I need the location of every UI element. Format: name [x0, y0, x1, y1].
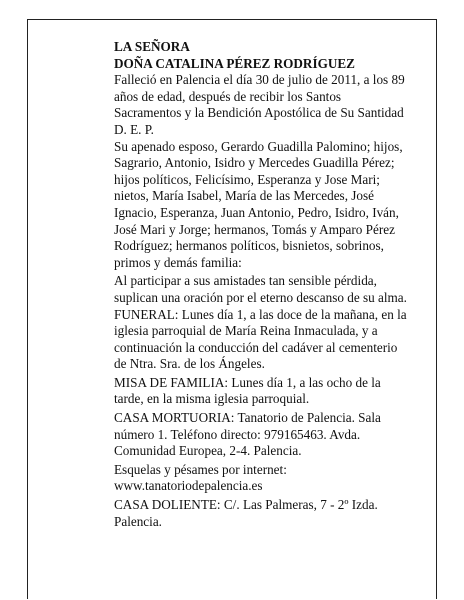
mourning-home	[114, 497, 424, 530]
text-line: tarde, en la misma iglesia parroquial.	[114, 391, 310, 407]
mortuary-details	[114, 410, 424, 460]
text-line: MISA DE FAMILIA: Lunes día 1, a las ocho de la	[114, 374, 381, 390]
text-line: Palencia.	[114, 513, 162, 529]
text-line: de Ntra. Sra. de los Ángeles.	[114, 356, 265, 372]
text-line: hijos políticos, Felicísimo, Esperanza y Jose Mari;	[114, 171, 380, 187]
death-announcement	[114, 72, 424, 138]
text-line: Ignacio, Esperanza, Juan Antonio, Pedro, Isidro, Iván,	[114, 204, 399, 220]
text-line: años de edad, después de recibir los Santos	[114, 88, 342, 104]
text-line: número 1. Teléfono directo: 979165463. Avda.	[114, 426, 361, 442]
text-line: nietos, María Isabel, María de las Mercedes, José	[114, 188, 374, 204]
text-line: Esquelas y pésames por internet:	[114, 461, 287, 477]
obituary-notice	[114, 39, 424, 530]
text-line: CASA MORTUORIA: Tanatorio de Palencia. Sala	[114, 410, 381, 426]
text-line: CASA DOLIENTE: C/. Las Palmeras, 7 - 2º Izda.	[114, 497, 378, 513]
text-line: Sacramentos y la Bendición Apostólica de Su Santidad	[114, 105, 404, 121]
notice-heading: LA SEÑORA	[114, 39, 190, 54]
text-line: José Mari y Jorge; hermanos, Tomás y Amparo Pérez	[114, 221, 395, 237]
funeral-details	[114, 307, 424, 373]
internet-condolences	[114, 462, 424, 495]
text-line: continuación la conducción del cadáver al cementerio	[114, 339, 398, 355]
website-link[interactable]: www.tanatoriodepalencia.es	[114, 478, 263, 494]
text-line: primos y demás familia:	[114, 254, 242, 270]
text-line: Falleció en Palencia el día 30 de julio de 2011, a los 89	[114, 72, 405, 88]
text-line: suplican una oración por el eterno descanso de su alma.	[114, 289, 407, 305]
text-line: Comunidad Europea, 2-4. Palencia.	[114, 443, 302, 459]
text-line: Rodríguez; hermanos políticos, bisnietos, sobrinos,	[114, 238, 384, 254]
text-line: D. E. P.	[114, 121, 154, 137]
prayer-request	[114, 273, 424, 306]
text-line: Sagrario, Antonio, Isidro y Mercedes Guadilla Pérez;	[114, 155, 395, 171]
text-line: Su apenado esposo, Gerardo Guadilla Palomino; hijos,	[114, 138, 403, 154]
family-mass	[114, 375, 424, 408]
deceased-name: DOÑA CATALINA PÉREZ RODRÍGUEZ	[114, 55, 355, 71]
family-list	[114, 139, 424, 272]
text-line: Al participar a sus amistades tan sensible pérdida,	[114, 273, 377, 289]
text-line: iglesia parroquial de María Reina Inmaculada, y a	[114, 323, 378, 339]
text-line: FUNERAL: Lunes día 1, a las doce de la mañana, en la	[114, 306, 407, 322]
